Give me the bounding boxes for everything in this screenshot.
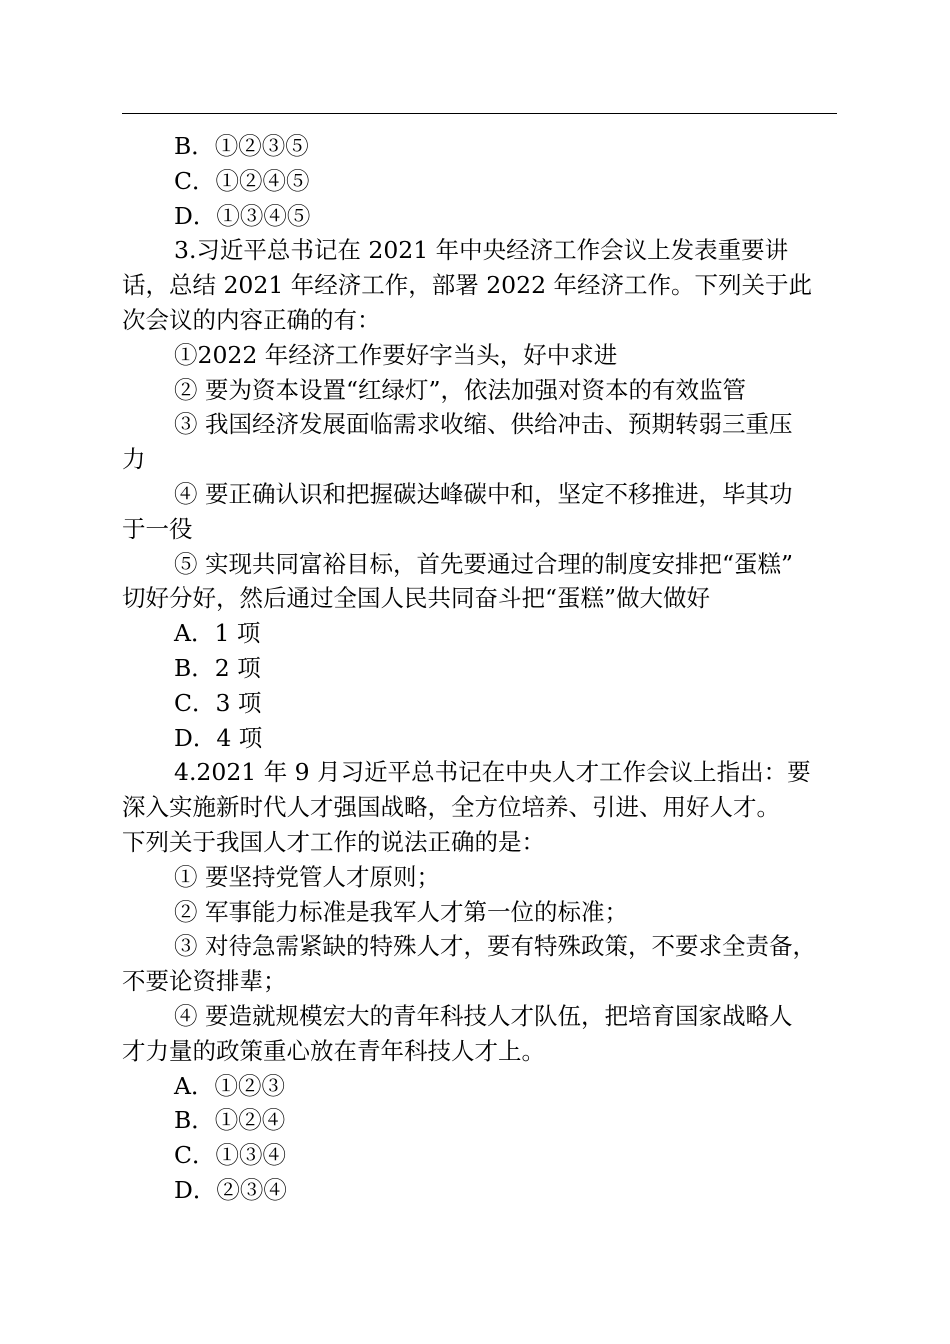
q3-stem-line-3: 次会议的内容正确的有：: [122, 305, 381, 334]
q3-stem-line-2: 话，总结 2021 年经济工作，部署 2022 年经济工作。下列关于此: [122, 271, 812, 300]
q3-item-5-line-2: 切好分好，然后通过全国人民共同奋斗把“蛋糕”做大做好: [122, 584, 711, 613]
q3-item-4-line-2: 于一役: [122, 514, 193, 543]
q4-option-a: A．①②③: [174, 1071, 285, 1100]
q4-item-4-line-1: ④ 要造就规模宏大的青年科技人才队伍，把培育国家战略人: [174, 1001, 793, 1030]
q3-option-c: C．3 项: [174, 688, 262, 717]
q4-item-3-line-2: 不要论资排辈；: [122, 967, 287, 996]
q4-item-3-line-1: ③ 对待急需紧缺的特殊人才，要有特殊政策，不要求全责备，: [174, 932, 816, 961]
q2-option-c: C．①②④⑤: [174, 166, 310, 195]
q4-stem-line-3: 下列关于我国人才工作的说法正确的是：: [122, 827, 545, 856]
q2-option-b: B．①②③⑤: [174, 132, 309, 160]
q4-item-1: ① 要坚持党管人才原则；: [174, 862, 440, 891]
q2-option-d: D．①③④⑤: [174, 201, 311, 230]
q3-option-b: B．2 项: [174, 653, 261, 682]
q3-item-3-line-2: 力: [122, 445, 146, 474]
q4-stem-line-2: 深入实施新时代人才强国战略，全方位培养、引进、用好人才。: [122, 793, 780, 822]
q3-item-1: ①2022 年经济工作要好字当头，好中求进: [174, 340, 618, 369]
question-4: [122, 755, 840, 1207]
q4-option-d: D．②③④: [174, 1175, 287, 1204]
q3-option-d: D．4 项: [174, 723, 263, 752]
q3-item-4-line-1: ④ 要正确认识和把握碳达峰碳中和，坚定不移推进，毕其功: [174, 479, 793, 508]
q4-item-2: ② 军事能力标准是我军人才第一位的标准；: [174, 897, 628, 926]
document-body: [122, 129, 840, 1208]
q3-stem-line-1: 3.习近平总书记在 2021 年中央经济工作会议上发表重要讲: [174, 236, 789, 265]
q4-item-4-line-2: 才力量的政策重心放在青年科技人才上。: [122, 1036, 545, 1065]
q3-item-5-line-1: ⑤ 实现共同富裕目标，首先要通过合理的制度安排把“蛋糕”: [174, 549, 793, 578]
q4-option-c: C．①③④: [174, 1141, 286, 1170]
q3-item-2: ② 要为资本设置“红绿灯”，依法加强对资本的有效监管: [174, 375, 746, 404]
q3-option-a: A．1 项: [174, 619, 261, 648]
q4-stem-line-1: 4.2021 年 9 月习近平总书记在中央人才工作会议上指出：要: [174, 758, 811, 787]
question-3: [122, 233, 840, 755]
q3-item-3-line-1: ③ 我国经济发展面临需求收缩、供给冲击、预期转弱三重压: [174, 410, 793, 439]
q4-option-b: B．①②④: [174, 1106, 286, 1135]
header-rule: [122, 113, 837, 114]
